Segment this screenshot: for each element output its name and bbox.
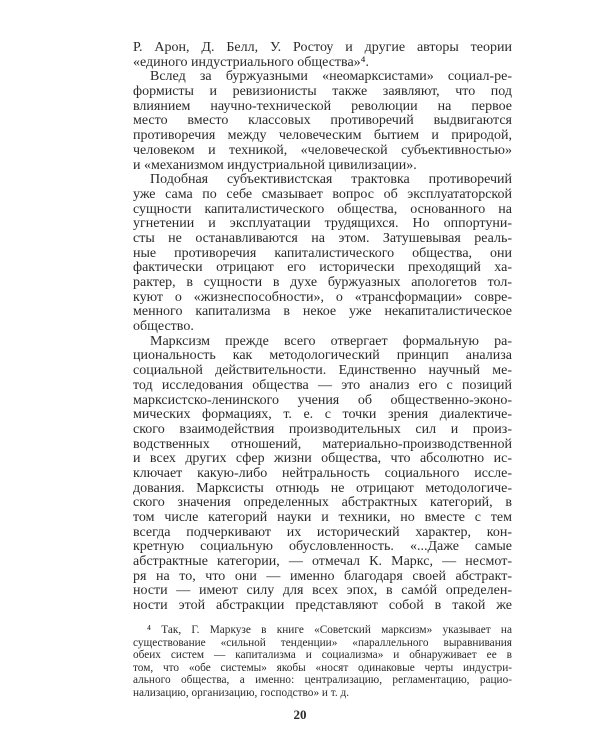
- text-line: противоречия между человеческим бытием и природой,: [133, 128, 512, 144]
- text-line: менного капитализма в некое уже некапиталистическое: [133, 304, 512, 320]
- text-line: ского взаимодействия производительных сил и произ-: [133, 421, 512, 437]
- text-line: Р. Арон, Д. Белл, У. Ростоу и другие авторы теории: [133, 40, 512, 55]
- text-line: место вместо классовых противоречий выдвигаются: [133, 113, 512, 129]
- text-line: абстрактные категории, — отмечал К. Маркс, — несмот-: [133, 554, 512, 570]
- text-line: водственных отношений, материально-производственной: [133, 436, 512, 452]
- text-line: фактически отрицают его исторически преходящий ха-: [133, 260, 512, 276]
- text-line: уже сама по себе смазывает вопрос об эксплуататорской: [133, 186, 512, 202]
- text-line: ные противоречия капиталистического общества, они: [133, 245, 512, 261]
- text-line: мических формациях, т. е. с точки зрения диалектиче-: [133, 407, 512, 423]
- text-line: сты не останавливаются на этом. Затушевывая реаль-: [133, 230, 512, 246]
- text-line: Подобная субъективистская трактовка противоречий: [150, 172, 512, 188]
- text-line: дования. Марксисты отнюдь не отрицают методологиче-: [133, 480, 512, 496]
- text-line: ности этой абстракции представляют собой в такой же: [133, 598, 512, 614]
- text-line: и всех других сфер жизни общества, что абсолютно ис-: [133, 451, 512, 467]
- text-line: сущности капиталистического общества, основанного на: [133, 201, 512, 217]
- text-line: ря на то, что они — именно благодаря своей абстракт-: [133, 568, 512, 584]
- text-line: кретную социальную обусловленность. «...Даже самые: [133, 539, 512, 555]
- text-line: социальной действительности. Единственно научный ме-: [133, 363, 512, 379]
- text-line: циональность как методологический принцип анализа: [133, 348, 512, 364]
- text-line: Вслед за буржуазными «неомарксистами» социал-ре-: [150, 69, 512, 85]
- text-line: формисты и ревизионисты также заявляют, что под: [133, 84, 512, 100]
- main-text: [133, 41, 512, 614]
- text-line: общество.: [133, 319, 194, 335]
- text-line: тод исследования общества — это анализ его с позиций: [133, 377, 512, 393]
- paragraph: [133, 335, 512, 614]
- footnote: [133, 624, 512, 700]
- paragraph: [133, 70, 512, 173]
- text-line: ности — имеют силу для всех эпох, в самóй определен-: [133, 583, 512, 599]
- footnote-line: нализацию, организацию, господство» и т. д.: [133, 686, 350, 699]
- text-line: куют о «жизнеспособности», о «трансформации» совре-: [133, 289, 512, 305]
- text-line: влиянием научно-технической революции на первое: [133, 98, 512, 114]
- footnote-line: ального общества, а именно: централизацию, регламентацию, рацио-: [133, 674, 512, 687]
- text-line: ского значения определенных абстрактных категорий, в: [133, 495, 512, 511]
- text-line: ключает какую-либо нейтральность социального иссле-: [133, 465, 512, 481]
- footnote-line: том, что «обе системы» якобы «носят одинаковые черты индустри-: [133, 661, 512, 674]
- text-line: угнетении и эксплуатации трудящихся. Но оппортуни-: [133, 216, 512, 232]
- text-line: Марксизм прежде всего отвергает формальную ра-: [150, 333, 512, 349]
- text-line: рактер, в сущности в духе буржуазных апологетов тол-: [133, 275, 512, 290]
- footnote-line: обеих систем — капитализма и социализма» и обнаруживает ее в: [133, 649, 512, 662]
- text-line: и «механизмом индустриальной цивилизации».: [133, 157, 417, 173]
- paragraph: [133, 41, 512, 70]
- text-line: том числе категорий науки и техники, но вместе с тем: [133, 510, 512, 525]
- footnote-line: существование «сильной тенденции» «параллельного выравнивания: [133, 636, 512, 649]
- text-line: всегда подчеркивают их исторический характер, кон-: [133, 524, 512, 540]
- text-line: человеком и техникой, «человеческой субъективностью»: [133, 142, 512, 158]
- text-line: «единого индустриального общества»⁴.: [133, 54, 370, 70]
- footnote-line: ⁴ Так, Г. Маркузе в книге «Советский марксизм» указывает на: [147, 624, 512, 636]
- text-line: марксистско-ленинского учения об общественно-эконо-: [133, 392, 512, 408]
- page-number: 20: [293, 707, 307, 722]
- paragraph: [133, 173, 512, 335]
